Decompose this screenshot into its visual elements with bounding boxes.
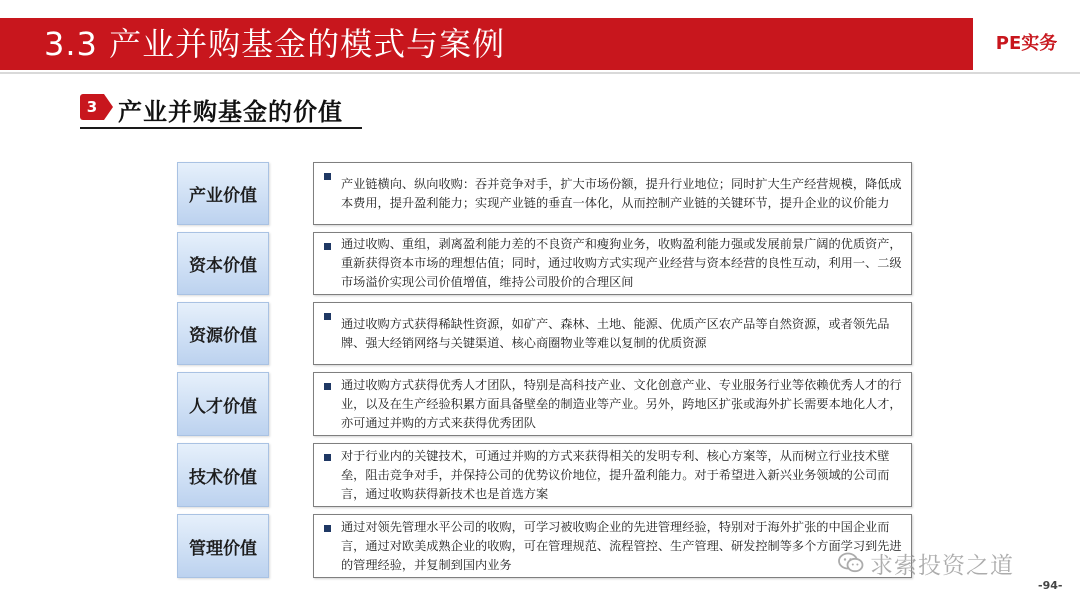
square-bullet-icon xyxy=(324,313,331,320)
wechat-icon xyxy=(838,552,864,574)
row-description-box xyxy=(313,162,912,225)
row-label: 管理价值 xyxy=(177,514,269,578)
page-title: 3.3 产业并购基金的模式与案例 xyxy=(44,25,506,63)
value-row-technology xyxy=(177,443,912,507)
value-list xyxy=(177,162,912,585)
square-bullet-icon xyxy=(324,454,331,461)
row-label: 资本价值 xyxy=(177,232,269,295)
value-row-talent xyxy=(177,372,912,436)
header-divider xyxy=(0,72,1080,74)
value-row-resource xyxy=(177,302,912,365)
row-description-box xyxy=(313,514,912,578)
row-label: 产业价值 xyxy=(177,162,269,225)
row-description-box xyxy=(313,302,912,365)
square-bullet-icon xyxy=(324,383,331,390)
page-number: -94- xyxy=(1038,579,1063,592)
row-description: 通过收购方式获得稀缺性资源，如矿产、森林、土地、能源、优质产区农产品等自然资源，或者领先品牌、强大经销网络与关键渠道、核心商圈物业等难以复制的优质资源 xyxy=(341,316,890,350)
wechat-watermark xyxy=(838,546,1014,580)
row-description-box xyxy=(313,232,912,295)
square-bullet-icon xyxy=(324,243,331,250)
row-label: 人才价值 xyxy=(177,372,269,436)
row-description: 通过对领先管理水平公司的收购，可学习被收购企业的先进管理经验，特别对于海外扩张的中国企业而言，通过对欧美成熟企业的收购，可在管理规范、流程管控、生产管理、研发控制等多个方面学习到先进的管理经验，并复制到国内业务 xyxy=(341,519,902,572)
square-bullet-icon xyxy=(324,173,331,180)
section-underline xyxy=(80,127,362,129)
row-description: 通过收购方式获得优秀人才团队，特别是高科技产业、文化创意产业、专业服务行业等依赖优秀人才的行业，以及在生产经验积累方面具备壁垒的制造业等产业。另外，跨地区扩张或海外扩长需要本地化人才，亦可通过并购的方式来获得优秀团队 xyxy=(341,377,902,430)
row-label: 资源价值 xyxy=(177,302,269,365)
value-row-industry xyxy=(177,162,912,225)
row-description: 通过收购、重组，剥离盈利能力差的不良资产和瘦狗业务，收购盈利能力强或发展前景广阔的优质资产，重新获得资本市场的理想估值；同时，通过收购方式实现产业经营与资本经营的良性互动，利用一、二级市场溢价实现公司价值增值，维持公司股价的合理区间 xyxy=(341,237,902,289)
value-row-management xyxy=(177,514,912,578)
brand-label: PE实务 xyxy=(995,33,1058,54)
row-description-box xyxy=(313,372,912,436)
section-number-badge: 3 xyxy=(80,94,104,120)
row-description: 对于行业内的关键技术，可通过并购的方式来获得相关的发明专利、核心方案等，从而树立行业技术壁垒，阻击竞争对手，并保持公司的优势议价地位，提升盈利能力。对于希望进入新兴业务领域的公司而言，通过收购获得新技术也是首选方案 xyxy=(341,448,890,501)
square-bullet-icon xyxy=(324,525,331,532)
value-row-capital xyxy=(177,232,912,295)
row-description-box xyxy=(313,443,912,507)
row-description: 产业链横向、纵向收购：吞并竞争对手，扩大市场份额，提升行业地位；同时扩大生产经营规模，降低成本费用，提升盈利能力；实现产业链的垂直一体化，从而控制产业链的关键环节，提升企业的议价能力 xyxy=(341,176,902,210)
watermark-text: 求索投资之道 xyxy=(870,552,1014,579)
section-title: 产业并购基金的价值 xyxy=(118,98,343,126)
row-label: 技术价值 xyxy=(177,443,269,507)
